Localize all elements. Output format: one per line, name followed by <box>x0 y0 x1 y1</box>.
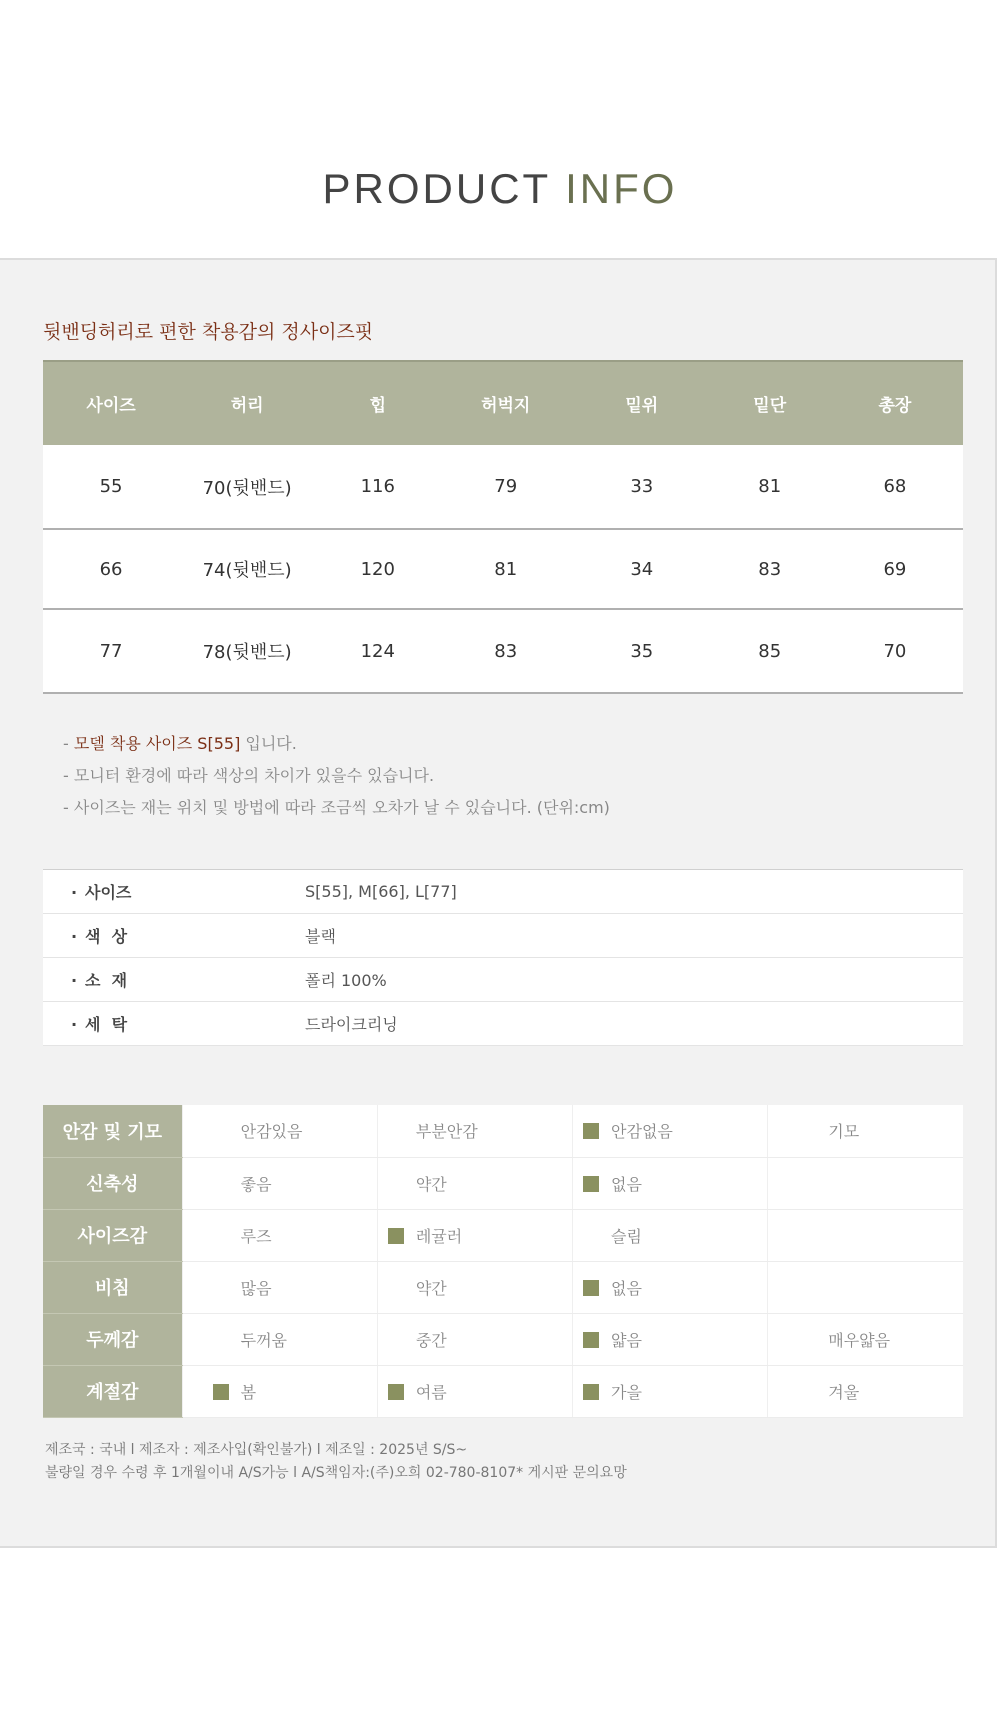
feel-option-text: 두꺼움 <box>240 1330 288 1350</box>
feel-option <box>573 1209 768 1261</box>
info-label-text: 세 탁 <box>85 1015 128 1034</box>
feel-option-text: 레귤러 <box>415 1226 463 1246</box>
feel-option-text: 약간 <box>415 1174 447 1194</box>
feel-option-text: 겨울 <box>828 1382 860 1402</box>
info-label-text: 사이즈 <box>85 883 132 902</box>
note-model-suffix: 입니다. <box>240 734 297 753</box>
feel-row <box>43 1209 963 1261</box>
selected-marker-icon <box>583 1332 599 1348</box>
feel-option <box>573 1157 768 1209</box>
col-header-length: 총장 <box>827 361 963 445</box>
feel-option-text: 많음 <box>240 1278 272 1298</box>
fit-feel-table <box>43 1105 963 1418</box>
feel-row <box>43 1261 963 1313</box>
selected-marker-icon <box>583 1280 599 1296</box>
feel-option <box>182 1365 377 1417</box>
size-notes <box>63 728 610 824</box>
feel-option-text: 좋음 <box>240 1174 272 1194</box>
table-cell: 34 <box>571 529 713 609</box>
col-header-hip: 힙 <box>315 361 440 445</box>
table-cell: 74(뒷밴드) <box>179 529 315 609</box>
feel-row-label: 비침 <box>43 1261 182 1313</box>
feel-option <box>182 1209 377 1261</box>
table-row <box>43 445 963 529</box>
note-model-text: 모델 착용 사이즈 S[55] <box>73 734 241 753</box>
info-row <box>43 914 963 958</box>
table-cell: 66 <box>43 529 179 609</box>
feel-option <box>377 1313 572 1365</box>
info-value: 폴리 100% <box>305 958 963 1002</box>
feel-option <box>377 1157 572 1209</box>
feel-option <box>377 1261 572 1313</box>
title-part-product: PRODUCT <box>322 165 566 212</box>
size-table-header <box>43 361 963 445</box>
feel-option-text: 안감있음 <box>240 1122 303 1142</box>
info-row <box>43 870 963 914</box>
selected-marker-icon <box>388 1228 404 1244</box>
feel-option <box>768 1313 963 1365</box>
feel-option-text: 여름 <box>415 1382 447 1402</box>
selected-marker-icon <box>388 1384 404 1400</box>
page-title <box>0 165 1000 213</box>
feel-row-label: 사이즈감 <box>43 1209 182 1261</box>
table-cell: 116 <box>315 445 440 529</box>
feel-option-text: 얇음 <box>611 1330 642 1350</box>
table-row <box>43 529 963 609</box>
feel-option-text: 없음 <box>611 1278 642 1298</box>
col-header-hem: 밑단 <box>713 361 827 445</box>
feel-option <box>377 1365 572 1417</box>
info-label: · 색 상 <box>43 914 305 958</box>
manufacturer-info <box>45 1439 627 1485</box>
feel-row-label: 안감 및 기모 <box>43 1105 182 1157</box>
feel-row-label: 신축성 <box>43 1157 182 1209</box>
feel-option-text: 루즈 <box>240 1226 272 1246</box>
feel-option-text: 봄 <box>240 1382 257 1402</box>
note-measure: - 사이즈는 재는 위치 및 방법에 따라 조금씩 오차가 날 수 있습니다. (단위:cm) <box>63 798 610 817</box>
feel-option-text: 매우얇음 <box>828 1330 891 1350</box>
size-table <box>43 360 963 694</box>
feel-option <box>768 1209 963 1261</box>
note-model-size <box>63 728 610 760</box>
feel-option-text: 안감없음 <box>611 1122 673 1142</box>
table-cell: 81 <box>713 445 827 529</box>
feel-option <box>768 1261 963 1313</box>
table-cell: 70 <box>827 609 963 693</box>
feel-row <box>43 1105 963 1157</box>
table-cell: 33 <box>571 445 713 529</box>
table-cell: 77 <box>43 609 179 693</box>
table-cell: 120 <box>315 529 440 609</box>
feel-option <box>573 1105 768 1157</box>
table-cell: 55 <box>43 445 179 529</box>
col-header-thigh: 허벅지 <box>440 361 571 445</box>
feel-row-label: 두께감 <box>43 1313 182 1365</box>
note-monitor: - 모니터 환경에 따라 색상의 차이가 있을수 있습니다. <box>63 766 435 785</box>
feel-option-text: 가을 <box>611 1382 642 1402</box>
feel-option-text: 기모 <box>828 1122 860 1142</box>
feel-option <box>573 1261 768 1313</box>
feel-option-text: 부분안감 <box>415 1122 478 1142</box>
info-label: · 사이즈 <box>43 870 305 914</box>
table-cell: 78(뒷밴드) <box>179 609 315 693</box>
feel-option-text: 슬림 <box>611 1226 642 1246</box>
selected-marker-icon <box>583 1176 599 1192</box>
feel-option <box>573 1365 768 1417</box>
info-value: 드라이크리닝 <box>305 1002 963 1046</box>
feel-option <box>768 1105 963 1157</box>
info-label: · 소 재 <box>43 958 305 1002</box>
table-cell: 85 <box>713 609 827 693</box>
selected-marker-icon <box>583 1123 599 1139</box>
feel-option <box>377 1209 572 1261</box>
feel-option <box>182 1105 377 1157</box>
table-cell: 70(뒷밴드) <box>179 445 315 529</box>
col-header-waist: 허리 <box>179 361 315 445</box>
feel-option <box>182 1157 377 1209</box>
selected-marker-icon <box>213 1384 229 1400</box>
product-info-panel <box>0 258 997 1548</box>
feel-row <box>43 1157 963 1209</box>
table-cell: 83 <box>713 529 827 609</box>
info-table <box>43 869 963 1046</box>
feel-row <box>43 1313 963 1365</box>
col-header-size: 사이즈 <box>43 361 179 445</box>
table-cell: 69 <box>827 529 963 609</box>
col-header-rise: 밑위 <box>571 361 713 445</box>
title-part-info: INFO <box>565 165 678 212</box>
feel-option <box>768 1157 963 1209</box>
feel-row-label: 계절감 <box>43 1365 182 1417</box>
feel-row <box>43 1365 963 1417</box>
info-label-text: 색 상 <box>85 927 128 946</box>
feel-option <box>182 1313 377 1365</box>
feel-option-text: 중간 <box>415 1330 447 1350</box>
info-label: · 세 탁 <box>43 1002 305 1046</box>
note-dash: - <box>63 734 74 753</box>
table-cell: 79 <box>440 445 571 529</box>
table-cell: 83 <box>440 609 571 693</box>
as-service-line: 불량일 경우 수령 후 1개월이내 A/S가능 l A/S책임자:(주)오희 02-780-8107* 게시판 문의요망 <box>45 1465 627 1481</box>
product-subtitle: 뒷밴딩허리로 편한 착용감의 정사이즈핏 <box>43 321 374 343</box>
info-label-text: 소 재 <box>85 971 128 990</box>
feel-option <box>573 1313 768 1365</box>
feel-option <box>768 1365 963 1417</box>
selected-marker-icon <box>583 1384 599 1400</box>
feel-option-text: 약간 <box>415 1278 447 1298</box>
info-row <box>43 1002 963 1046</box>
table-cell: 81 <box>440 529 571 609</box>
table-cell: 35 <box>571 609 713 693</box>
info-row <box>43 958 963 1002</box>
header <box>0 0 1000 258</box>
info-value: S[55], M[66], L[77] <box>305 870 963 914</box>
feel-option <box>182 1261 377 1313</box>
table-row <box>43 609 963 693</box>
manufacturer-line: 제조국 : 국내 l 제조자 : 제조사입(확인불가) l 제조일 : 2025년 S/S~ <box>45 1442 468 1458</box>
feel-option <box>377 1105 572 1157</box>
feel-option-text: 없음 <box>611 1174 642 1194</box>
info-value: 블랙 <box>305 914 963 958</box>
table-cell: 68 <box>827 445 963 529</box>
table-cell: 124 <box>315 609 440 693</box>
